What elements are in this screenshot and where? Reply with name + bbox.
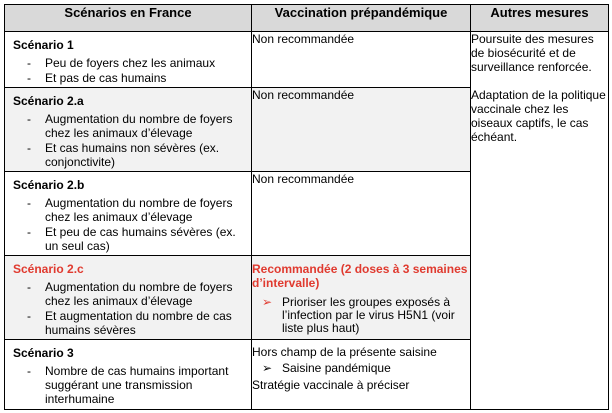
dash-bullet-icon: - [27,225,31,239]
autres-paragraph-2: Adaptation de la politique vaccinale chez les oiseaux captifs, le cas échéant. [471,88,606,144]
dash-bullet-icon: - [27,309,31,323]
list-item: - Augmentation du nombre de foyers chez les animaux d’élevage [27,280,233,308]
scenario-2c-vaccination [252,256,471,340]
scenario-3-title: Scénario 3 [13,346,74,360]
saisine-item: ➢ Saisine pandémique [262,361,391,375]
dash-bullet-icon: - [27,280,31,294]
scenario-2c-cell [5,256,252,340]
scenario-3-cell [5,340,252,410]
scenario-2b-cell [5,172,252,256]
scenario-2c-title: Scénario 2.c [13,262,84,276]
scenario-2a-cell [5,88,252,172]
dash-bullet-icon: - [27,56,31,70]
autres-paragraph-1: Poursuite des mesures de biosécurité et de surveillance renforcée. [471,32,594,74]
scenario-1-cell [5,32,252,88]
list-item: - Augmentation du nombre de foyers chez les animaux d’élevage [27,196,233,224]
hors-champ-label: Hors champ de la présente saisine [252,345,437,359]
header-vaccination: Vaccination prépandémique [252,5,471,32]
recommandee-label: Recommandée (2 doses à 3 semaines d’intervalle) [252,262,468,290]
header-scenarios: Scénarios en France [5,5,252,32]
list-item: - Et pas de cas humains [27,71,167,85]
dash-bullet-icon: - [27,364,31,378]
priority-item: ➢ Prioriser les groupes exposés à l’infection par le virus H5N1 (voir liste plus haut) [262,295,455,335]
scenario-2a-vaccination: Non recommandée [252,88,471,172]
arrow-bullet-icon: ➢ [262,295,273,309]
header-autres-mesures: Autres mesures [471,5,609,32]
scenario-2b-vaccination: Non recommandée [252,172,471,256]
scenarios-table [4,4,609,410]
strategie-label: Stratégie vaccinale à préciser [252,378,410,392]
dash-bullet-icon: - [27,112,31,126]
scenario-2a-title: Scénario 2.a [13,94,84,108]
list-item: - Augmentation du nombre de foyers chez les animaux d’élevage [27,112,233,140]
scenario-2b-title: Scénario 2.b [13,178,85,192]
list-item: - Et peu de cas humains sévères (ex. un seul cas) [27,225,236,253]
scenario-1-title: Scénario 1 [13,38,74,52]
list-item: - Nombre de cas humains important suggérant une transmission interhumaine [27,364,229,406]
autres-mesures-cell [471,32,609,410]
list-item: - Et cas humains non sévères (ex. conjonctivite) [27,141,220,169]
list-item: - Peu de foyers chez les animaux [27,56,216,70]
arrow-bullet-icon: ➢ [262,361,273,375]
scenario-1-vaccination: Non recommandée [252,32,471,88]
scenario-3-vaccination [252,340,471,410]
list-item: - Et augmentation du nombre de cas humains sévères [27,309,232,337]
dash-bullet-icon: - [27,196,31,210]
dash-bullet-icon: - [27,71,31,85]
dash-bullet-icon: - [27,141,31,155]
